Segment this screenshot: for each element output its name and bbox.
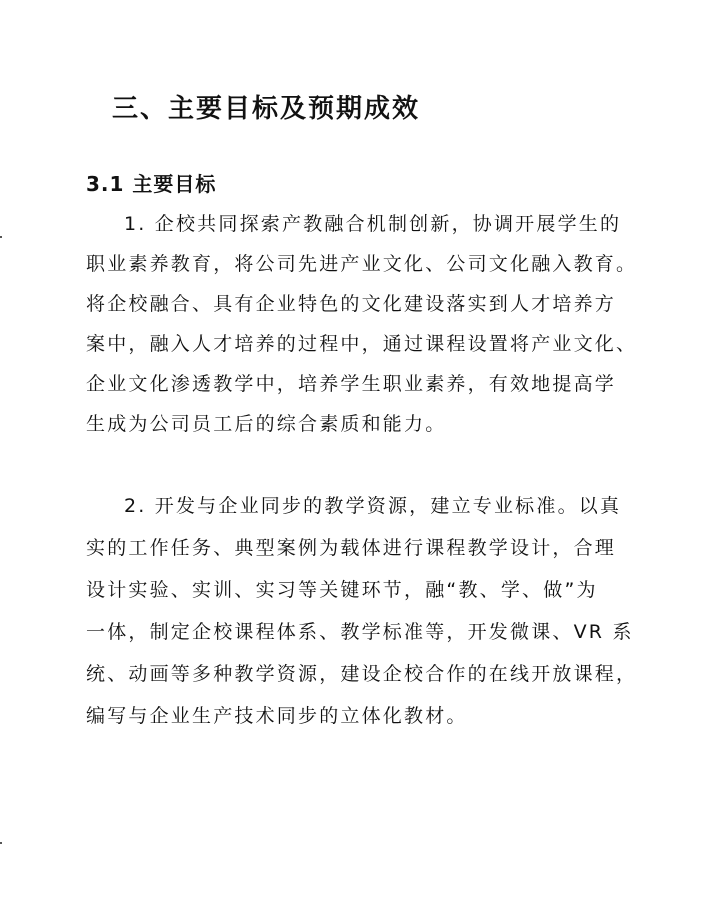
paragraph-line: 将企校融合、具有企业特色的文化建设落实到人才培养方 (86, 293, 617, 315)
paragraph-line: 统、动画等多种教学资源，建设企校合作的在线开放课程， (86, 663, 638, 685)
margin-mark (0, 236, 2, 238)
paragraph-line: 编写与企业生产技术同步的立体化教材。 (86, 705, 468, 727)
paragraph-line: 案中，融入人才培养的过程中，通过课程设置将产业文化、 (86, 333, 638, 355)
paragraph-line: 2. 开发与企业同步的教学资源，建立专业标准。以真 (124, 495, 622, 517)
paragraph-line: 职业素养教育，将公司先进产业文化、公司文化融入教育。 (86, 253, 638, 275)
paragraph-line: 企业文化渗透教学中，培养学生职业素养，有效地提高学 (86, 373, 617, 395)
paragraph-line: 一体，制定企校课程体系、教学标准等，开发微课、VR 系 (86, 621, 634, 643)
subsection-title: 3.1 主要目标 (86, 172, 217, 196)
paragraph-line: 生成为公司员工后的综合素质和能力。 (86, 413, 447, 435)
margin-mark (0, 842, 2, 844)
paragraph-line: 设计实验、实训、实习等关键环节，融“教、学、做”为 (86, 579, 598, 601)
section-title: 三、主要目标及预期成效 (112, 94, 421, 124)
paragraph-line: 实的工作任务、典型案例为载体进行课程教学设计，合理 (86, 537, 617, 559)
paragraph-line: 1. 企校共同探索产教融合机制创新，协调开展学生的 (124, 213, 622, 235)
